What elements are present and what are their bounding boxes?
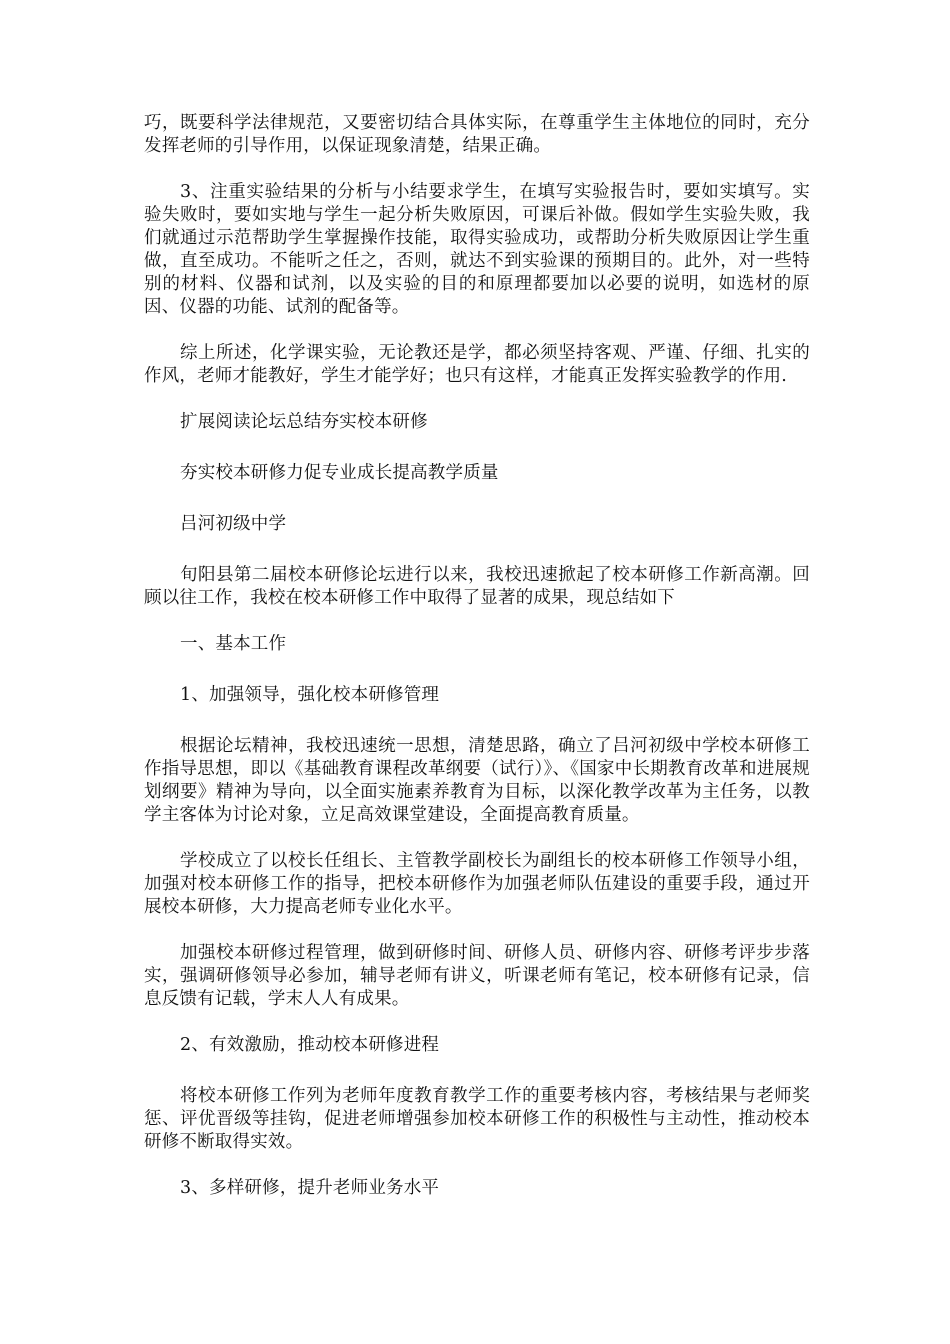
paragraph: 综上所述，化学课实验，无论教还是学，都必须坚持客观、严谨、仔细、扎实的作风，老师才能教好，学生才能学好；也只有这样，才能真正发挥实验教学的作用. <box>144 343 810 386</box>
section-heading: 扩展阅读论坛总结夯实校本研修 <box>180 412 428 432</box>
paragraph: 3、注重实验结果的分析与小结要求学生，在填写实验报告时，要如实填写。实验失败时，要如实地与学生一起分析失败原因，可课后补做。假如学生实验失败，我们就通过示范帮助学生掌握操作技能，取得实验成功，或帮助分析失败原因让学生重做，直至成功。不能听之任之，否则，就达不到实验课的预期目的。此外，对一些特别的材料、仪器和试剂，以及实验的目的和原理都要加以必要的说明，如选材的原因、仪器的功能、试剂的配备等。 <box>144 182 810 317</box>
paragraph: 旬阳县第二届校本研修论坛进行以来，我校迅速掀起了校本研修工作新高潮。回顾以往工作，我校在校本研修工作中取得了显著的成果，现总结如下 <box>144 565 810 608</box>
paragraph: 学校成立了以校长任组长、主管教学副校长为副组长的校本研修工作领导小组，加强对校本研修工作的指导，把校本研修作为加强老师队伍建设的重要手段，通过开展校本研修，大力提高老师专业化水平。 <box>144 851 810 917</box>
section-heading: 一、基本工作 <box>180 634 287 654</box>
subsection-heading: 3、多样研修，提升老师业务水平 <box>180 1178 440 1198</box>
school-name: 吕河初级中学 <box>180 514 287 534</box>
subsection-heading: 2、有效激励，推动校本研修进程 <box>180 1035 440 1055</box>
paragraph: 根据论坛精神，我校迅速统一思想，清楚思路，确立了吕河初级中学校本研修工作指导思想，即以《基础教育课程改革纲要（试行）》、《国家中长期教育改革和进展规划纲要》精神为导向，以全面实施素养教育为目标，以深化教学改革为主任务，以教学主客体为讨论对象，立足高效课堂建设，全面提高教育质量。 <box>144 736 810 825</box>
paragraph: 将校本研修工作列为老师年度教育教学工作的重要考核内容，考核结果与老师奖惩、评优晋级等挂钩，促进老师增强参加校本研修工作的积极性与主动性，推动校本研修不断取得实效。 <box>144 1086 810 1152</box>
subsection-heading: 1、加强领导，强化校本研修管理 <box>180 685 440 705</box>
document-body <box>144 112 810 1223</box>
document-title: 夯实校本研修力促专业成长提高教学质量 <box>180 463 499 483</box>
paragraph: 加强校本研修过程管理，做到研修时间、研修人员、研修内容、研修考评步步落实，强调研修领导必参加，辅导老师有讲义，听课老师有笔记，校本研修有记录，信息反馈有记载，学末人人有成果。 <box>144 943 810 1009</box>
paragraph: 巧，既要科学法律规范，又要密切结合具体实际，在尊重学生主体地位的同时，充分发挥老师的引导作用，以保证现象清楚，结果正确。 <box>144 113 810 156</box>
